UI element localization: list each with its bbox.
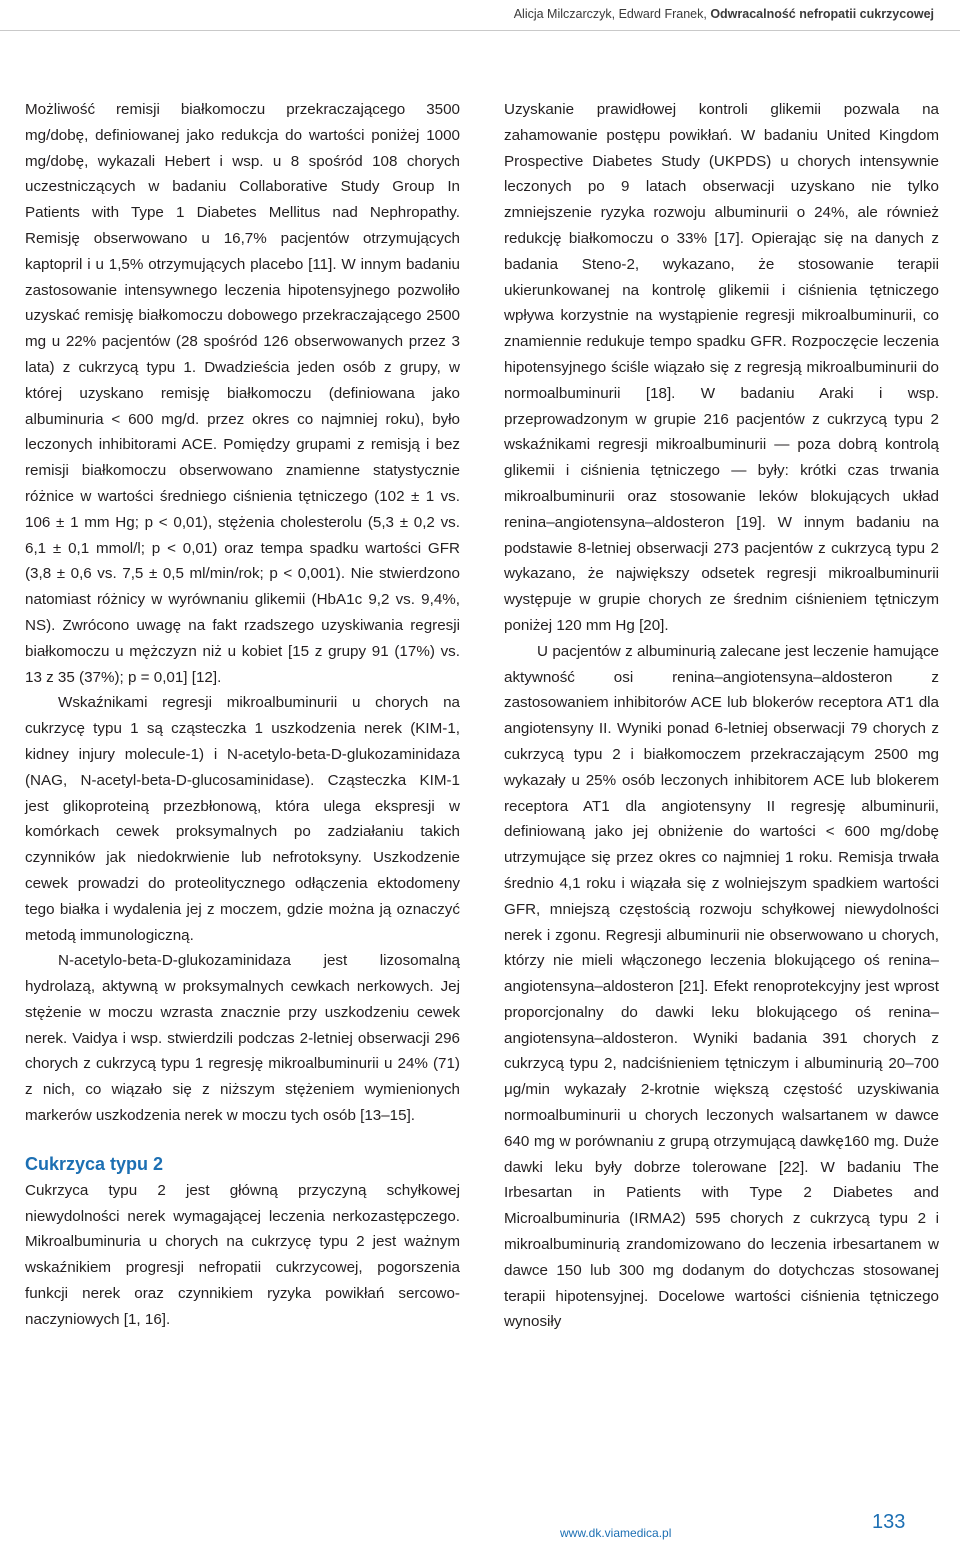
right-column [504, 97, 939, 1335]
left-paragraph-2: Wskaźnikami regresji mikroalbuminurii u chorych na cukrzycę typu 1 są cząsteczka 1 uszkodzenia nerek (KIM-1, kidney injury molecule-1) i N-acetylo-beta-D-glukozaminidaza (NAG, N-acetyl-beta-D-glucosaminidase). Cząsteczka KIM-1 jest glikoproteiną przezbłonową, która ulega ekspresji w komórkach cewek proksymalnych po zadziałaniu takich czynników jak niedokrwienie lub nefrotoksyny. Uszkodzenie cewek prowadzi do proteolitycznego odłączenia ektodomeny tego białka i wydalenia jej z moczem, gdzie można ją oznaczyć metodą immunologiczną. [25, 694, 460, 944]
running-header [0, 0, 960, 31]
footer-url[interactable]: www.dk.viamedica.pl [560, 1526, 672, 1540]
right-paragraph-2: U pacjentów z albuminurią zalecane jest leczenie hamujące aktywność osi renina–angiotensyna–aldosteron z zastosowaniem inhibitorów ACE lub blokerów receptora AT1 dla angiotensyny II. Wyniki ponad 6-letniej obserwacji 79 chorych z cukrzycą typu 2 i białkomoczem przekraczającym 2500 mg wykazały u 25% osób leczonych inhibitorem ACE lub blokerem receptora AT1 dla angiotensyny II regresję albuminurii, definiowaną jako jej obniżenie do wartości < 600 mg/dobę utrzymujące się przez okres co najmniej 1 roku. Remisja trwała średnio 4,1 roku i wiązała się z wolniejszym spadkiem wartości GFR, mniejszą częstością rozwoju schyłkowej niewydolności nerek i zgonu. Regresji albuminurii nie obserwowano u chorych, którzy nie mieli włączonego leczenia blokującego oś renina–angiotensyna–aldosteron [21]. Efekt renoprotekcyjny jest wprost proporcjonalny do dawki leku blokującego oś renina–angiotensyna–aldosteron. Wyniki badania 391 chorych z cukrzycą typu 2, nadciśnieniem tętniczym i albuminurią 20–700 μg/min wykazały 2-krotnie większą częstość uzyskiwania normoalbuminurii u chorych leczonych walsartanem w dawce 640 mg w porównaniu z grupą otrzymującą dawkę160 mg. Duże dawki leku były dobrze tolerowane [22]. W badaniu The Irbesartan in Patients with Type 2 Diabetes and Microalbuminuria (IRMA2) 595 chorych z cukrzycą typu 2 i mikroalbuminurią zrandomizowano do leczenia irbesartanem w dawce 150 lub 300 mg dodanym do dotychczas stosowanej terapii hipotensyjnej. Docelowe wartości ciśnienia tętniczego wynosiły [504, 642, 939, 1331]
left-paragraph-1: Możliwość remisji białkomoczu przekraczającego 3500 mg/dobę, definiowanej jako redukcja do wartości poniżej 1000 mg/dobę, wykazali Hebert i wsp. u 8 spośród 108 chorych uczestniczących w badaniu Collaborative Study Group In Patients with Type 1 Diabetes Mellitus nad Nephropathy. Remisję obserwowano u 16,7% pacjentów otrzymujących kaptopril i u 1,5% otrzymujących placebo [11]. W innym badaniu zastosowanie intensywnego leczenia hipotensyjnego pozwoliło uzyskać remisję białkomoczu dobowego przekraczającego 2500 mg u 22% pacjentów (28 spośród 126 obserwowanych przez 3 lata) z cukrzycą typu 1. Dwadzieścia jeden osób z grupy, w której uzyskano remisję białkomoczu (definiowana jako albuminuria < 600 mg/d. przez okres co najmniej roku), było leczonych inhibitorami ACE. Pomiędzy grupami z remisją i bez remisji białkomoczu obserwowano znamienne statystycznie różnice w wartości średniego ciśnienia tętniczego (102 ± 1 vs. 106 ± 1 mm Hg; p < 0,01), stężenia cholesterolu (5,3 ± 0,2 vs. 6,1 ± 0,1 mmol/l; p < 0,01) oraz tempa spadku wartości GFR (3,8 ± 0,6 vs. 7,5 ± 0,5 ml/min/rok; p < 0,001). Nie stwierdzono natomiast różnicy w wyrównaniu glikemii (HbA1c 9,2 vs. 9,4%, NS). Zwrócono uwagę na fakt rzadszego uzyskiwania regresji białkomoczu u mężczyzn niż u kobiet [15 z grupy 91 (17%) vs. 13 z 35 (37%); p = 0,01] [12]. [25, 101, 460, 686]
left-column [25, 97, 460, 1333]
right-paragraph-1: Uzyskanie prawidłowej kontroli glikemii pozwala na zahamowanie postępu powikłań. W badaniu United Kingdom Prospective Diabetes Study (UKPDS) u chorych intensywnie leczonych po 9 latach obserwacji uzyskano nie tylko zmniejszenie ryzyka rozwoju albuminurii o 24%, ale również redukcję białkomoczu o 33% [17]. Opierając się na danych z badania Steno-2, wykazano, że stosowanie terapii ukierunkowanej na kontrolę glikemii i ciśnienia tętniczego wpływa korzystnie na wystąpienie regresji mikroalbuminurii, co znamiennie redukuje tempo spadku GFR. Rozpoczęcie leczenia hipotensyjnego ściśle wiązało się z regresją mikroalbuminurii do normoalbuminurii [18]. W badaniu Araki i wsp. przeprowadzonym w grupie 216 pacjentów z cukrzycą typu 2 wskaźnikami regresji mikroalbuminurii — poza dobrą kontrolą glikemii i ciśnienia tętniczego — były: krótki czas trwania mikroalbuminurii oraz stosowanie leków blokujących układ renina–angiotensyna–aldosteron [19]. W innym badaniu na podstawie 8-letniej obserwacji 273 pacjentów z cukrzycą typu 2 wykazano, że największy odsetek regresji mikroalbuminurii występuje w grupie chorych ze średnim ciśnieniem tętniczym poniżej 120 mm Hg [20]. [504, 101, 939, 634]
left-paragraph-4: Cukrzyca typu 2 jest główną przyczyną schyłkowej niewydolności nerek wymagającej leczenia nerkozastępczego. Mikroalbuminuria u chorych na cukrzycę typu 2 jest ważnym wskaźnikiem progresji nefropatii cukrzycowej, pogorszenia funkcji nerek oraz czynnikiem ryzyka powikłań sercowo-naczyniowych [1, 16]. [25, 1181, 460, 1328]
section-heading: Cukrzyca typu 2 [25, 1153, 164, 1174]
header-authors: Alicja Milczarczyk, Edward Franek, [513, 7, 707, 21]
left-paragraph-3: N-acetylo-beta-D-glukozaminidaza jest lizosomalną hydrolazą, aktywną w proksymalnych cewkach nerkowych. Jej stężenie w moczu wzrasta znacznie przy uszkodzeniu cewek nerek. Vaidya i wsp. stwierdzili podczas 2-letniej obserwacji 296 chorych z cukrzycą typu 1 regresję mikroalbuminurii u 24% (71) z nich, co wiązało się z niższym stężeniem wymienionych markerów uszkodzenia nerek w moczu tych osób [13–15]. [25, 952, 460, 1125]
page-number: 133 [872, 1511, 906, 1533]
header-title: Odwracalność nefropatii cukrzycowej [710, 7, 934, 21]
